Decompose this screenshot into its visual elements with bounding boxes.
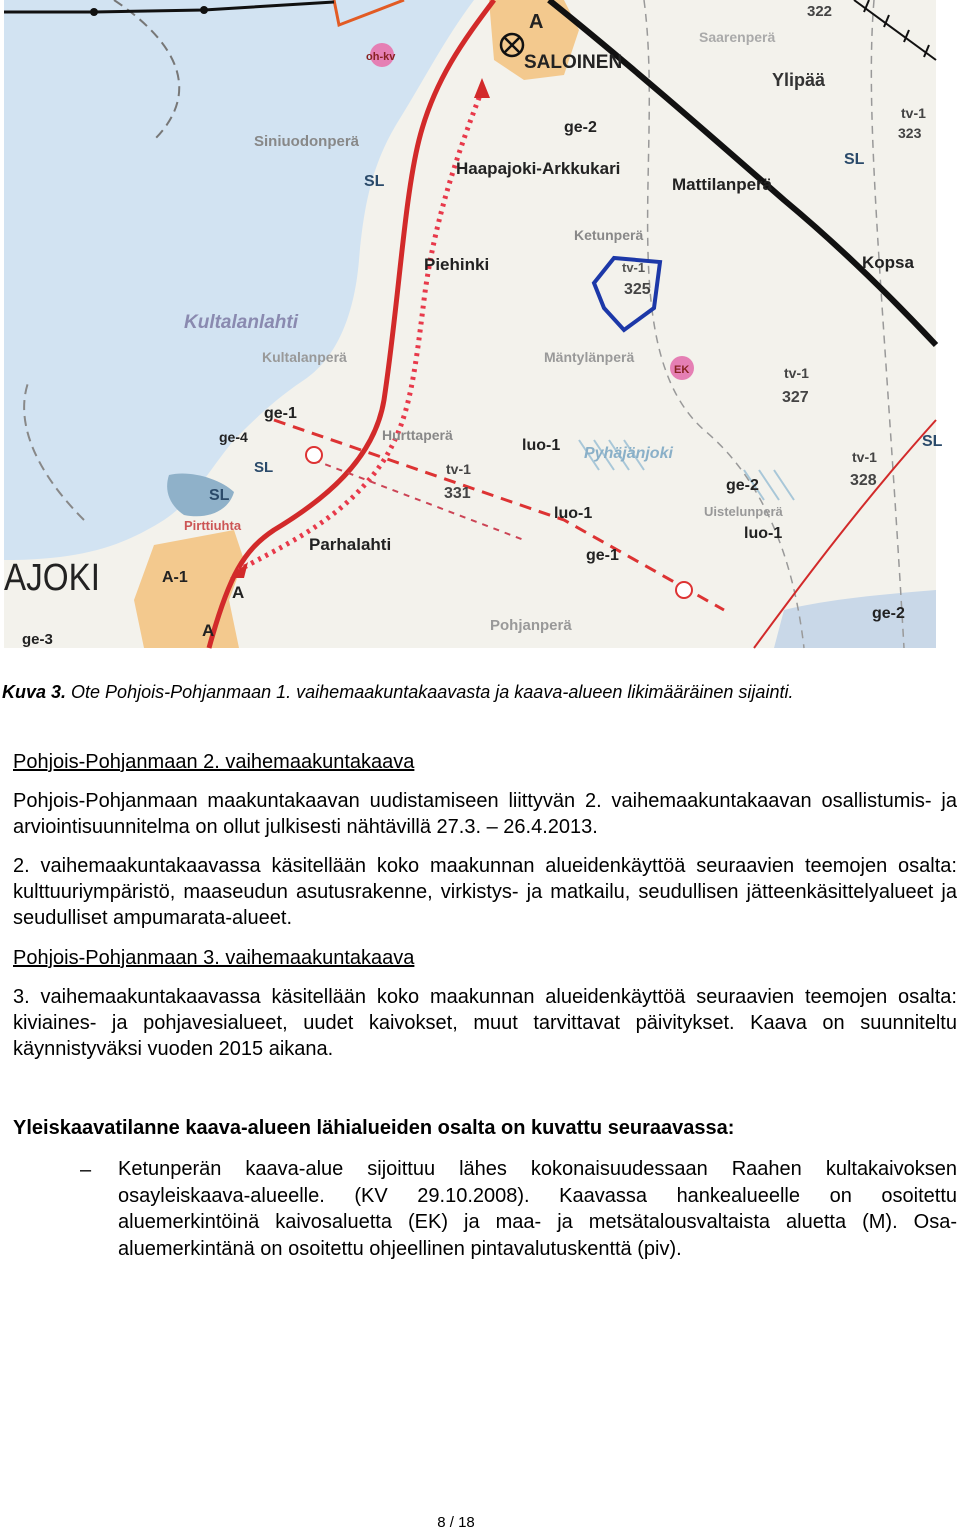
svg-text:Pirttiuhta: Pirttiuhta [184,518,242,533]
svg-text:Mäntylänperä: Mäntylänperä [544,349,635,365]
svg-text:oh-kv: oh-kv [366,51,396,63]
svg-text:328: 328 [850,472,877,489]
svg-text:Pyhäjänjoki: Pyhäjänjoki [584,445,673,462]
map-label-saarenpera: Saarenperä [699,29,776,45]
svg-text:331: 331 [444,485,471,502]
svg-text:Kultalanperä: Kultalanperä [262,349,347,365]
paragraph-stage-2-schedule: Pohjois-Pohjanmaan maakuntakaavan uudistamiseen liittyvän 2. vaihemaakuntakaavan osallistumis- ja arviointisuunnitelma on ollut julkisesti nähtävillä 27.3. – 26.4.2013. [13,790,957,838]
list-item: Ketunperän kaava-alue sijoittuu lähes kokonaisuudessaan Raahen kultakaivoksen osayleiskaava-alueelle. (KV 29.10.2008). Kaavassa hankealueelle on osoitettu aluemerkintöinä kaivosaluetta (EK) ja maa- ja metsätalousvaltaista aluetta (M). Osa-aluemerkintänä on osoitettu ohjeellinen pintavalutuskenttä (piv). [118,1158,957,1260]
svg-text:ge-3: ge-3 [22,631,53,648]
svg-text:ge-4: ge-4 [219,429,248,445]
map-label-parhalahti: Parhalahti [309,535,392,554]
svg-text:ge-1: ge-1 [264,405,297,422]
heading-stage-3: Pohjois-Pohjanmaan 3. vaihemaakuntakaava [13,947,415,969]
heading-stage-2: Pohjois-Pohjanmaan 2. vaihemaakuntakaava [13,751,415,773]
svg-text:325: 325 [624,281,651,298]
svg-text:luo-1: luo-1 [554,505,593,522]
svg-text:A: A [202,621,215,640]
svg-text:A-1: A-1 [162,569,188,586]
svg-text:A: A [232,583,245,602]
map-label-ketunpera: Ketunperä [574,227,644,243]
map-label-saloinen: SALOINEN [524,52,623,73]
svg-text:327: 327 [782,389,809,406]
map-label-a-top: A [529,11,544,33]
map-label-mattilanpera: Mattilanperä [672,175,773,194]
svg-text:Pohjanperä: Pohjanperä [490,617,572,634]
svg-text:tv-1: tv-1 [622,260,646,275]
map-label-322: 322 [807,3,833,20]
paragraph-stage-3: 3. vaihemaakuntakaavassa käsitellään koko maakunnan alueidenkäyttöä seuraavien teemojen osalta: kiviaines- ja pohjavesialueet, uudet kaivokset, muut tarvittavat päivitykset. Kaava on suunniteltu käynnistyväksi vuoden 2015 aikana. [13,986,957,1060]
svg-text:EK: EK [674,364,690,376]
caption-label: Kuva 3. [2,682,67,702]
figure-caption [2,679,946,705]
svg-text:Siniuodonperä: Siniuodonperä [254,133,359,150]
svg-text:SL: SL [209,487,230,504]
map-label-kopsa: Kopsa [862,253,914,272]
map-label-haapajoki: Haapajoki-Arkkukari [456,159,621,178]
svg-text:323: 323 [898,125,922,141]
bullet-marker: – [80,1159,92,1181]
svg-text:ge-2: ge-2 [726,477,759,494]
svg-text:tv-1: tv-1 [784,365,809,381]
svg-text:SL: SL [364,173,385,190]
svg-text:Hurttaperä: Hurttaperä [382,427,453,443]
map-label-ajoki: AJOKI [4,557,100,599]
svg-text:tv-1: tv-1 [446,461,471,477]
svg-text:ge-2: ge-2 [872,605,905,622]
svg-text:SL: SL [922,433,943,450]
svg-text:luo-1: luo-1 [744,525,783,542]
svg-text:ge-1: ge-1 [586,547,619,564]
map-label-ylipaa: Ylipää [772,70,826,90]
map-label-piehinki: Piehinki [424,255,490,274]
svg-text:tv-1: tv-1 [852,449,877,465]
svg-text:Uistelunperä: Uistelunperä [704,504,783,519]
map-label-kultalanlahti: Kultalanlahti [184,312,299,333]
heading-master-plan-status: Yleiskaavatilanne kaava-alueen lähialueiden osalta on kuvattu seuraavassa: [13,1117,735,1139]
svg-text:tv-1: tv-1 [901,105,926,121]
paragraph-stage-2-themes: 2. vaihemaakuntakaavassa käsitellään koko maakunnan alueidenkäyttöä seuraavien teemojen osalta: kulttuuriympäristö, maaseudun asutusrakenne, virkistys- ja matkailu, seudullisen jätteenkäsittelyalueet ja seudulliset ampumarata-alueet. [13,855,957,929]
caption-text: Ote Pohjois-Pohjanmaan 1. vaihemaakuntakaavasta ja kaava-alueen likimääräinen sijainti. [66,682,794,702]
svg-text:SL: SL [844,151,865,168]
svg-text:luo-1: luo-1 [522,437,561,454]
svg-text:ge-2: ge-2 [564,119,597,136]
svg-text:SL: SL [254,459,274,476]
map-excerpt [4,0,943,648]
page-number: 8 / 18 [437,1514,475,1531]
